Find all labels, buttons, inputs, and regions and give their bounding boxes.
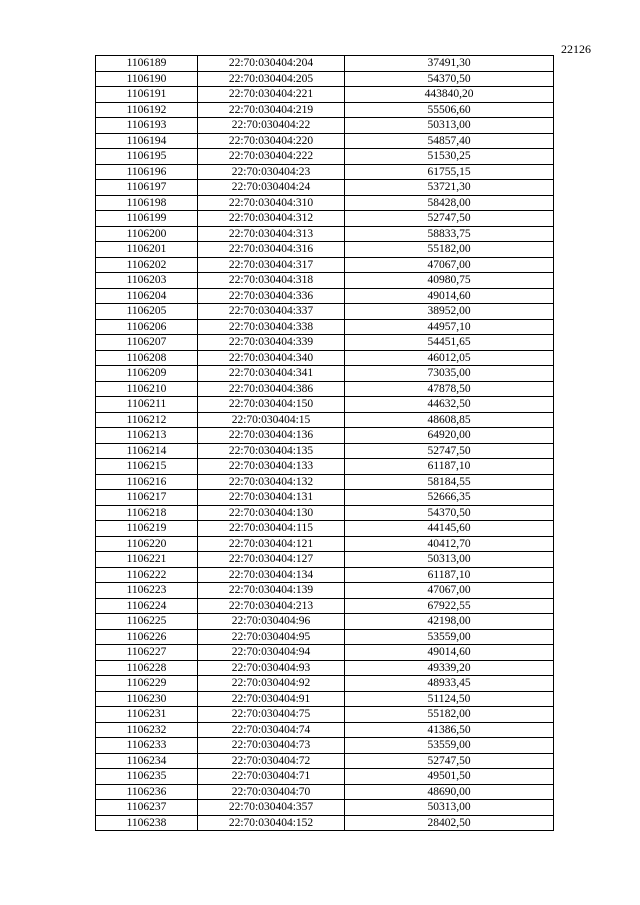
cadastral-number-cell: 22:70:030404:74 bbox=[198, 722, 345, 738]
table-row bbox=[96, 707, 554, 723]
table-row bbox=[96, 800, 554, 816]
cadastral-number-cell: 22:70:030404:121 bbox=[198, 536, 345, 552]
cadastral-value-cell: 50313,00 bbox=[345, 552, 554, 568]
cadastral-value-cell: 51124,50 bbox=[345, 691, 554, 707]
cadastral-number-cell: 22:70:030404:339 bbox=[198, 335, 345, 351]
record-number-cell: 1106227 bbox=[96, 645, 198, 661]
record-number-cell: 1106236 bbox=[96, 784, 198, 800]
cadastral-value-cell: 58184,55 bbox=[345, 474, 554, 490]
cadastral-number-cell: 22:70:030404:317 bbox=[198, 257, 345, 273]
table-row bbox=[96, 226, 554, 242]
cadastral-number-cell: 22:70:030404:70 bbox=[198, 784, 345, 800]
record-number-cell: 1106220 bbox=[96, 536, 198, 552]
record-number-cell: 1106206 bbox=[96, 319, 198, 335]
cadastral-value-cell: 37491,30 bbox=[345, 56, 554, 72]
record-number-cell: 1106195 bbox=[96, 149, 198, 165]
record-number-cell: 1106207 bbox=[96, 335, 198, 351]
table-row bbox=[96, 381, 554, 397]
cadastral-number-cell: 22:70:030404:213 bbox=[198, 598, 345, 614]
record-number-cell: 1106198 bbox=[96, 195, 198, 211]
cadastral-value-cell: 54857,40 bbox=[345, 133, 554, 149]
cadastral-value-cell: 49014,60 bbox=[345, 645, 554, 661]
cadastral-number-cell: 22:70:030404:150 bbox=[198, 397, 345, 413]
cadastral-number-cell: 22:70:030404:93 bbox=[198, 660, 345, 676]
table-row bbox=[96, 552, 554, 568]
table-row bbox=[96, 133, 554, 149]
record-number-cell: 1106208 bbox=[96, 350, 198, 366]
table-row bbox=[96, 443, 554, 459]
cadastral-number-cell: 22:70:030404:135 bbox=[198, 443, 345, 459]
record-number-cell: 1106223 bbox=[96, 583, 198, 599]
table-row bbox=[96, 102, 554, 118]
record-number-cell: 1106225 bbox=[96, 614, 198, 630]
cadastral-value-cell: 48933,45 bbox=[345, 676, 554, 692]
cadastral-value-cell: 40412,70 bbox=[345, 536, 554, 552]
cadastral-number-cell: 22:70:030404:222 bbox=[198, 149, 345, 165]
record-number-cell: 1106221 bbox=[96, 552, 198, 568]
cadastral-number-cell: 22:70:030404:130 bbox=[198, 505, 345, 521]
cadastral-value-cell: 52747,50 bbox=[345, 443, 554, 459]
cadastral-number-cell: 22:70:030404:92 bbox=[198, 676, 345, 692]
table-row bbox=[96, 195, 554, 211]
record-number-cell: 1106189 bbox=[96, 56, 198, 72]
record-number-cell: 1106229 bbox=[96, 676, 198, 692]
cadastral-number-cell: 22:70:030404:338 bbox=[198, 319, 345, 335]
table-row bbox=[96, 56, 554, 72]
cadastral-value-cell: 53721,30 bbox=[345, 180, 554, 196]
cadastral-number-cell: 22:70:030404:115 bbox=[198, 521, 345, 537]
cadastral-number-cell: 22:70:030404:340 bbox=[198, 350, 345, 366]
cadastral-value-cell: 48608,85 bbox=[345, 412, 554, 428]
table-row bbox=[96, 660, 554, 676]
record-number-cell: 1106205 bbox=[96, 304, 198, 320]
cadastral-value-cell: 58833,75 bbox=[345, 226, 554, 242]
cadastral-value-cell: 61755,15 bbox=[345, 164, 554, 180]
cadastral-value-cell: 44632,50 bbox=[345, 397, 554, 413]
record-number-cell: 1106200 bbox=[96, 226, 198, 242]
cadastral-value-cell: 40980,75 bbox=[345, 273, 554, 289]
table-row bbox=[96, 815, 554, 831]
cadastral-number-cell: 22:70:030404:23 bbox=[198, 164, 345, 180]
record-number-cell: 1106213 bbox=[96, 428, 198, 444]
table-row bbox=[96, 242, 554, 258]
record-number-cell: 1106232 bbox=[96, 722, 198, 738]
cadastral-value-cell: 52666,35 bbox=[345, 490, 554, 506]
cadastral-value-cell: 55182,00 bbox=[345, 242, 554, 258]
cadastral-value-cell: 49339,20 bbox=[345, 660, 554, 676]
record-number-cell: 1106224 bbox=[96, 598, 198, 614]
cadastral-number-cell: 22:70:030404:316 bbox=[198, 242, 345, 258]
cadastral-value-cell: 53559,00 bbox=[345, 738, 554, 754]
record-number-cell: 1106193 bbox=[96, 118, 198, 134]
record-number-cell: 1106230 bbox=[96, 691, 198, 707]
cadastral-value-cell: 54370,50 bbox=[345, 71, 554, 87]
table-row bbox=[96, 71, 554, 87]
record-number-cell: 1106209 bbox=[96, 366, 198, 382]
cadastral-number-cell: 22:70:030404:73 bbox=[198, 738, 345, 754]
cadastral-number-cell: 22:70:030404:313 bbox=[198, 226, 345, 242]
table-row bbox=[96, 257, 554, 273]
table-row bbox=[96, 288, 554, 304]
record-number-cell: 1106217 bbox=[96, 490, 198, 506]
cadastral-number-cell: 22:70:030404:24 bbox=[198, 180, 345, 196]
table-row bbox=[96, 304, 554, 320]
table-row bbox=[96, 676, 554, 692]
cadastral-number-cell: 22:70:030404:136 bbox=[198, 428, 345, 444]
record-number-cell: 1106219 bbox=[96, 521, 198, 537]
cadastral-number-cell: 22:70:030404:94 bbox=[198, 645, 345, 661]
table-row bbox=[96, 335, 554, 351]
cadastral-number-cell: 22:70:030404:134 bbox=[198, 567, 345, 583]
table-row bbox=[96, 149, 554, 165]
table-row bbox=[96, 319, 554, 335]
cadastral-number-cell: 22:70:030404:127 bbox=[198, 552, 345, 568]
table-row bbox=[96, 459, 554, 475]
record-number-cell: 1106234 bbox=[96, 753, 198, 769]
table-row bbox=[96, 350, 554, 366]
cadastral-value-cell: 49014,60 bbox=[345, 288, 554, 304]
record-number-cell: 1106212 bbox=[96, 412, 198, 428]
cadastral-value-cell: 41386,50 bbox=[345, 722, 554, 738]
cadastral-value-cell: 58428,00 bbox=[345, 195, 554, 211]
table-row bbox=[96, 412, 554, 428]
cadastral-value-cell: 44145,60 bbox=[345, 521, 554, 537]
record-number-cell: 1106231 bbox=[96, 707, 198, 723]
record-number-cell: 1106214 bbox=[96, 443, 198, 459]
cadastral-number-cell: 22:70:030404:219 bbox=[198, 102, 345, 118]
cadastral-value-cell: 52747,50 bbox=[345, 211, 554, 227]
record-number-cell: 1106196 bbox=[96, 164, 198, 180]
cadastral-value-cell: 54451,65 bbox=[345, 335, 554, 351]
cadastral-number-cell: 22:70:030404:96 bbox=[198, 614, 345, 630]
cadastral-value-cell: 38952,00 bbox=[345, 304, 554, 320]
cadastral-value-cell: 55506,60 bbox=[345, 102, 554, 118]
cadastral-number-cell: 22:70:030404:132 bbox=[198, 474, 345, 490]
table-row bbox=[96, 691, 554, 707]
cadastral-number-cell: 22:70:030404:91 bbox=[198, 691, 345, 707]
cadastral-number-cell: 22:70:030404:152 bbox=[198, 815, 345, 831]
record-number-cell: 1106201 bbox=[96, 242, 198, 258]
cadastral-value-cell: 47878,50 bbox=[345, 381, 554, 397]
cadastral-number-cell: 22:70:030404:337 bbox=[198, 304, 345, 320]
cadastral-number-cell: 22:70:030404:341 bbox=[198, 366, 345, 382]
cadastral-value-cell: 64920,00 bbox=[345, 428, 554, 444]
cadastral-value-cell: 53559,00 bbox=[345, 629, 554, 645]
cadastral-number-cell: 22:70:030404:221 bbox=[198, 87, 345, 103]
cadastral-value-cell: 51530,25 bbox=[345, 149, 554, 165]
record-number-cell: 1106235 bbox=[96, 769, 198, 785]
table-body bbox=[96, 56, 554, 831]
record-number-cell: 1106218 bbox=[96, 505, 198, 521]
table-row bbox=[96, 753, 554, 769]
table-row bbox=[96, 769, 554, 785]
cadastral-value-cell: 49501,50 bbox=[345, 769, 554, 785]
cadastral-value-cell: 61187,10 bbox=[345, 567, 554, 583]
record-number-cell: 1106197 bbox=[96, 180, 198, 196]
table-row bbox=[96, 428, 554, 444]
record-number-cell: 1106199 bbox=[96, 211, 198, 227]
cadastral-value-cell: 67922,55 bbox=[345, 598, 554, 614]
table-row bbox=[96, 87, 554, 103]
record-number-cell: 1106238 bbox=[96, 815, 198, 831]
table-row bbox=[96, 397, 554, 413]
table-row bbox=[96, 474, 554, 490]
cadastral-value-cell: 443840,20 bbox=[345, 87, 554, 103]
page-number: 22126 bbox=[561, 42, 591, 56]
record-number-cell: 1106226 bbox=[96, 629, 198, 645]
cadastral-value-cell: 44957,10 bbox=[345, 319, 554, 335]
cadastral-number-cell: 22:70:030404:386 bbox=[198, 381, 345, 397]
table-row bbox=[96, 614, 554, 630]
cadastral-value-cell: 47067,00 bbox=[345, 257, 554, 273]
cadastral-number-cell: 22:70:030404:71 bbox=[198, 769, 345, 785]
cadastral-number-cell: 22:70:030404:310 bbox=[198, 195, 345, 211]
table-row bbox=[96, 521, 554, 537]
record-number-cell: 1106211 bbox=[96, 397, 198, 413]
cadastral-number-cell: 22:70:030404:139 bbox=[198, 583, 345, 599]
table-row bbox=[96, 118, 554, 134]
cadastral-value-cell: 54370,50 bbox=[345, 505, 554, 521]
cadastral-value-cell: 50313,00 bbox=[345, 118, 554, 134]
record-number-cell: 1106233 bbox=[96, 738, 198, 754]
table-row bbox=[96, 366, 554, 382]
cadastral-number-cell: 22:70:030404:75 bbox=[198, 707, 345, 723]
cadastral-value-cell: 55182,00 bbox=[345, 707, 554, 723]
cadastral-value-cell: 52747,50 bbox=[345, 753, 554, 769]
cadastral-number-cell: 22:70:030404:205 bbox=[198, 71, 345, 87]
cadastral-number-cell: 22:70:030404:220 bbox=[198, 133, 345, 149]
record-number-cell: 1106237 bbox=[96, 800, 198, 816]
table-row bbox=[96, 490, 554, 506]
table-row bbox=[96, 645, 554, 661]
table-row bbox=[96, 738, 554, 754]
table-row bbox=[96, 505, 554, 521]
cadastral-value-table bbox=[95, 55, 554, 831]
table-row bbox=[96, 629, 554, 645]
table-row bbox=[96, 583, 554, 599]
table-row bbox=[96, 598, 554, 614]
record-number-cell: 1106191 bbox=[96, 87, 198, 103]
cadastral-number-cell: 22:70:030404:318 bbox=[198, 273, 345, 289]
cadastral-value-cell: 50313,00 bbox=[345, 800, 554, 816]
table-row bbox=[96, 536, 554, 552]
record-number-cell: 1106216 bbox=[96, 474, 198, 490]
cadastral-number-cell: 22:70:030404:15 bbox=[198, 412, 345, 428]
record-number-cell: 1106222 bbox=[96, 567, 198, 583]
cadastral-number-cell: 22:70:030404:204 bbox=[198, 56, 345, 72]
record-number-cell: 1106203 bbox=[96, 273, 198, 289]
record-number-cell: 1106204 bbox=[96, 288, 198, 304]
cadastral-value-cell: 73035,00 bbox=[345, 366, 554, 382]
cadastral-number-cell: 22:70:030404:133 bbox=[198, 459, 345, 475]
cadastral-number-cell: 22:70:030404:95 bbox=[198, 629, 345, 645]
cadastral-number-cell: 22:70:030404:72 bbox=[198, 753, 345, 769]
record-number-cell: 1106192 bbox=[96, 102, 198, 118]
table-row bbox=[96, 180, 554, 196]
record-number-cell: 1106228 bbox=[96, 660, 198, 676]
record-number-cell: 1106202 bbox=[96, 257, 198, 273]
table-row bbox=[96, 273, 554, 289]
record-number-cell: 1106215 bbox=[96, 459, 198, 475]
cadastral-value-cell: 46012,05 bbox=[345, 350, 554, 366]
cadastral-value-cell: 61187,10 bbox=[345, 459, 554, 475]
cadastral-value-cell: 28402,50 bbox=[345, 815, 554, 831]
cadastral-value-cell: 47067,00 bbox=[345, 583, 554, 599]
table-row bbox=[96, 784, 554, 800]
cadastral-number-cell: 22:70:030404:336 bbox=[198, 288, 345, 304]
table-row bbox=[96, 722, 554, 738]
record-number-cell: 1106210 bbox=[96, 381, 198, 397]
cadastral-value-cell: 48690,00 bbox=[345, 784, 554, 800]
table-row bbox=[96, 211, 554, 227]
cadastral-number-cell: 22:70:030404:357 bbox=[198, 800, 345, 816]
cadastral-value-cell: 42198,00 bbox=[345, 614, 554, 630]
table-row bbox=[96, 164, 554, 180]
record-number-cell: 1106194 bbox=[96, 133, 198, 149]
cadastral-number-cell: 22:70:030404:22 bbox=[198, 118, 345, 134]
table-row bbox=[96, 567, 554, 583]
cadastral-number-cell: 22:70:030404:312 bbox=[198, 211, 345, 227]
cadastral-number-cell: 22:70:030404:131 bbox=[198, 490, 345, 506]
record-number-cell: 1106190 bbox=[96, 71, 198, 87]
